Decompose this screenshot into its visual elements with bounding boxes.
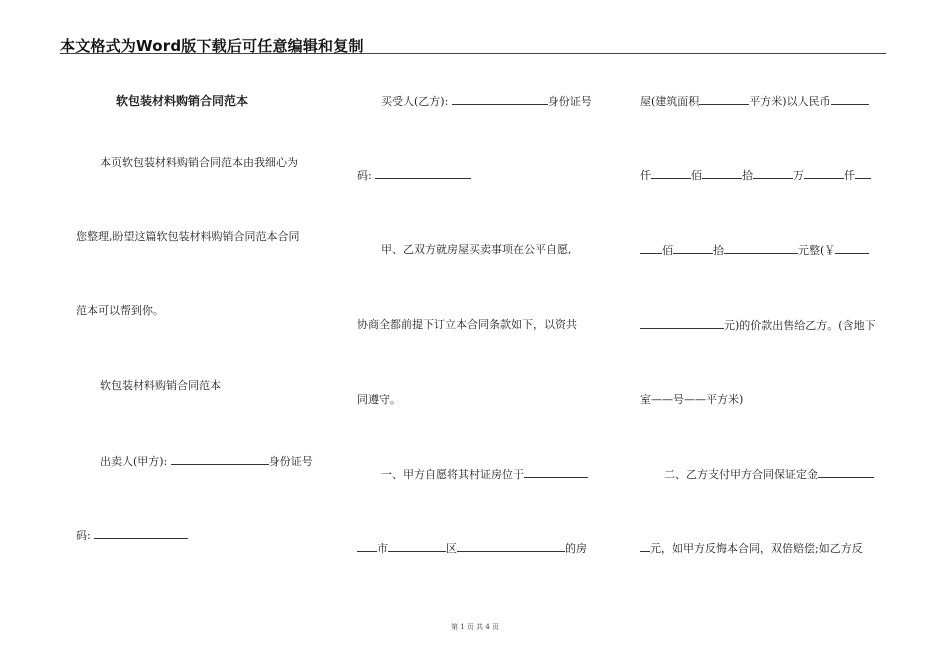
- agreement-line-1: 甲、乙双方就房屋买卖事项在公平自愿,: [381, 243, 572, 256]
- clause-1-line: [381, 467, 588, 482]
- column-1: [76, 0, 326, 672]
- amount-blank-b: [702, 168, 742, 179]
- amount-blank-c: [753, 168, 793, 179]
- deposit-blank: [818, 467, 874, 478]
- city-label: 市: [377, 542, 388, 555]
- amount-blank-e: [855, 168, 871, 179]
- area-price-line: [640, 94, 869, 109]
- intro-line-2: 您整理,盼望这篇软包装材料购销合同范本合同: [76, 230, 300, 243]
- basement-dash-1: ——: [651, 393, 673, 406]
- district-blank: [457, 541, 565, 552]
- qian-label-2: 仟: [844, 169, 855, 182]
- seller-name-blank: [171, 454, 269, 465]
- area-unit-label: 平方米)以人民币: [749, 95, 831, 108]
- buyer-id-blank: [375, 168, 471, 179]
- province-blank: [357, 541, 377, 552]
- bai-label-2: 佰: [662, 244, 673, 257]
- penalty-line: [640, 541, 863, 556]
- download-banner: 本文格式为Word版下载后可任意编辑和复制: [60, 37, 364, 55]
- document-title: 软包装材料购销合同范本: [116, 94, 249, 108]
- sale-text: 元)的价款出售给乙方。(含地下: [724, 319, 876, 332]
- sale-line: [640, 318, 876, 333]
- area-blank: [699, 94, 749, 105]
- clause-1-text: 一、甲方自愿将其村证房位于: [381, 468, 524, 481]
- clause-2-text: 二、乙方支付甲方合同保证定金: [664, 468, 818, 481]
- shi-label-2: 拾: [713, 244, 724, 257]
- area-label: 屋(建筑面积: [640, 95, 700, 108]
- bai-label-1: 佰: [691, 169, 702, 182]
- address-line: [357, 541, 587, 556]
- intro-line-1: 本页软包装材料购销合同范本由我细心为: [100, 156, 298, 169]
- seller-id-line: [76, 528, 188, 543]
- seller-label: 出卖人(甲方):: [100, 455, 168, 468]
- agreement-line-3: 同遵守。: [357, 393, 401, 406]
- house-label: 的房: [565, 542, 587, 555]
- basement-label: 室: [640, 393, 651, 406]
- shi-label-1: 拾: [742, 169, 753, 182]
- basement-dash-2: ——: [684, 393, 706, 406]
- clause-2-line: [664, 467, 874, 482]
- district-label: 区: [446, 542, 457, 555]
- contract-subtitle: 软包装材料购销合同范本: [100, 379, 221, 392]
- yen-blank: [835, 243, 869, 254]
- buyer-name-blank: [452, 94, 548, 105]
- seller-line: [100, 454, 313, 469]
- qian-label-1: 仟: [640, 169, 651, 182]
- amount-blank-d: [804, 168, 844, 179]
- sqm-label: 平方米): [706, 393, 744, 406]
- penalty-text: 元，如甲方反悔本合同，双倍赔偿;如乙方反: [650, 542, 863, 555]
- basement-line: [640, 393, 743, 407]
- buyer-id-code-label: 码:: [357, 169, 372, 182]
- amount-blank-a: [651, 168, 691, 179]
- amount-blank-g: [673, 243, 713, 254]
- seller-id-blank: [94, 528, 188, 539]
- wan-label: 万: [793, 169, 804, 182]
- agreement-line-2: 协商全都前提下订立本合同条款如下，以资共: [357, 318, 577, 331]
- yen-amount-blank: [640, 318, 724, 329]
- intro-line-3: 范本可以帮到你。: [76, 304, 164, 317]
- amount-blank-f: [640, 243, 662, 254]
- amount-line-1: [640, 168, 871, 183]
- amount-blank-h: [724, 243, 798, 254]
- page-number: 第 1 页 共 4 页: [450, 623, 500, 631]
- yuan-label: 元整(￥: [798, 244, 836, 257]
- column-2: [357, 0, 607, 672]
- amount-line-2: [640, 243, 869, 258]
- location-blank: [524, 467, 588, 478]
- buyer-line: [381, 94, 592, 109]
- price-blank-1: [831, 94, 869, 105]
- city-blank: [388, 541, 446, 552]
- id-code-label: 码:: [76, 529, 91, 542]
- buyer-id-label: 身份证号: [547, 95, 592, 108]
- column-3: [640, 0, 890, 672]
- buyer-id-line: [357, 168, 471, 183]
- buyer-label: 买受人(乙方):: [381, 95, 449, 108]
- id-label: 身份证号: [268, 455, 313, 468]
- number-label: 号: [673, 393, 684, 406]
- deposit-amount-blank: [640, 541, 650, 552]
